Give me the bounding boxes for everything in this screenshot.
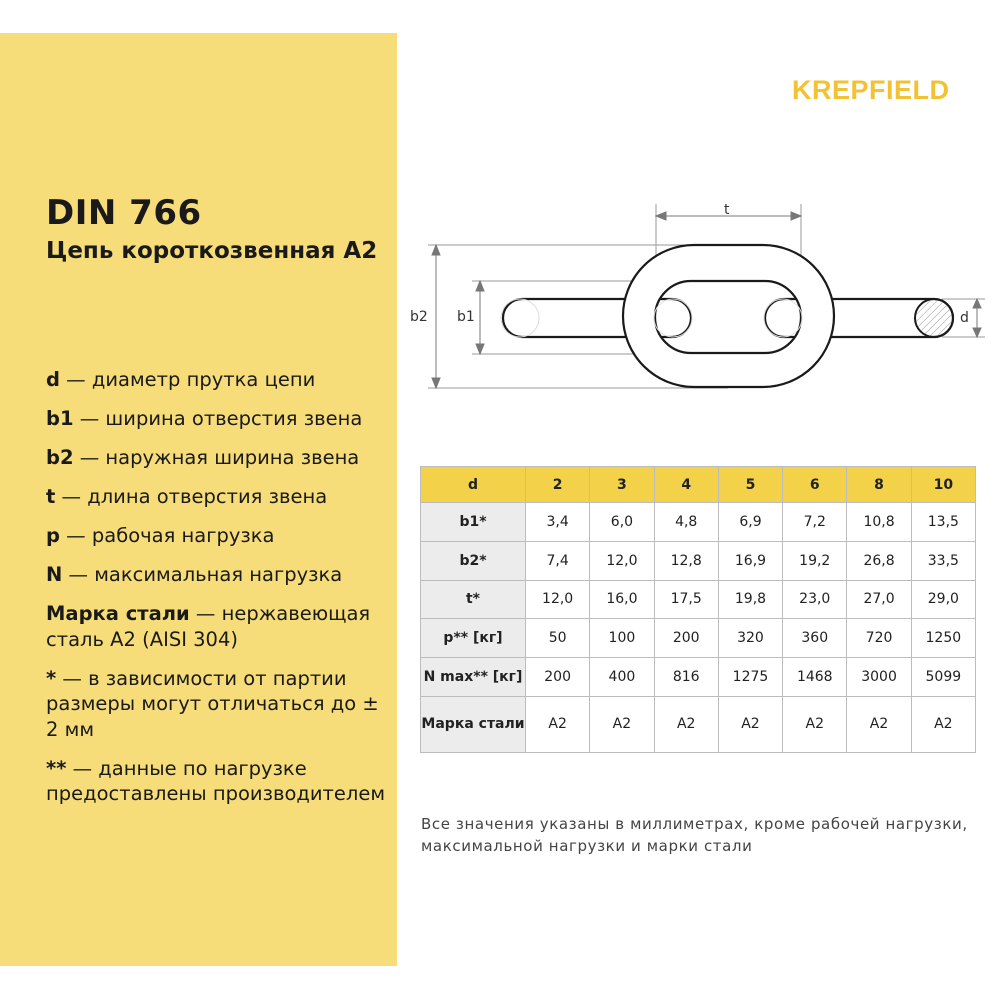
table-cell: 4,8	[654, 503, 718, 542]
table-cell: 29,0	[911, 580, 975, 619]
table-cell: 27,0	[847, 580, 911, 619]
table-cell: А2	[590, 696, 654, 752]
definition-term: Марка стали	[46, 602, 190, 625]
side-link-left	[503, 299, 691, 337]
table-cell: А2	[718, 696, 782, 752]
table-cell: А2	[911, 696, 975, 752]
header-label: d	[421, 467, 526, 503]
definition-text: — в зависимости от партии размеры могут отличаться до ± 2 мм	[46, 666, 379, 741]
header-cell: 2	[526, 467, 590, 503]
definition-item	[46, 562, 391, 588]
definition-text: — ширина отверстия звена	[73, 407, 363, 430]
row-label: t*	[421, 580, 526, 619]
table-cell: 12,0	[590, 541, 654, 580]
row-label: N max** [кг]	[421, 658, 526, 697]
table-row	[421, 503, 976, 542]
table-cell: 200	[526, 658, 590, 697]
table-cell: 50	[526, 619, 590, 658]
table-cell: 1250	[911, 619, 975, 658]
definition-term: b1	[46, 407, 74, 430]
table-cell: 720	[847, 619, 911, 658]
table-row	[421, 580, 976, 619]
label-b1: b1	[457, 309, 475, 325]
definition-item	[46, 367, 391, 393]
table-cell: 12,0	[526, 580, 590, 619]
table-cell: А2	[526, 696, 590, 752]
definition-term: t	[46, 485, 56, 508]
definition-term: **	[46, 756, 67, 780]
specs-table	[420, 466, 976, 753]
definition-term: d	[46, 368, 60, 391]
table-row	[421, 619, 976, 658]
table-cell: 16,9	[718, 541, 782, 580]
definition-text: — наружная ширина звена	[73, 446, 360, 469]
table-cell: А2	[847, 696, 911, 752]
table-row	[421, 541, 976, 580]
table-cell: 12,8	[654, 541, 718, 580]
table-cell: 19,8	[718, 580, 782, 619]
row-label: p** [кг]	[421, 619, 526, 658]
table-cell: 7,2	[783, 503, 847, 542]
table-cell: 7,4	[526, 541, 590, 580]
table-header-row	[421, 467, 976, 503]
definition-item	[46, 406, 391, 432]
table-cell: 16,0	[590, 580, 654, 619]
table-cell: 1275	[718, 658, 782, 697]
table-cell: 100	[590, 619, 654, 658]
definition-term: N	[46, 563, 63, 586]
chain-diagram	[405, 195, 985, 395]
table-cell: 6,9	[718, 503, 782, 542]
header-cell: 6	[783, 467, 847, 503]
wire-section	[915, 299, 953, 337]
table-cell: 33,5	[911, 541, 975, 580]
table-cell: 26,8	[847, 541, 911, 580]
definition-term: b2	[46, 446, 74, 469]
table-cell: 400	[590, 658, 654, 697]
header-cell: 10	[911, 467, 975, 503]
row-label: Марка стали	[421, 696, 526, 752]
header-cell: 3	[590, 467, 654, 503]
definition-text: — максимальная нагрузка	[62, 563, 343, 586]
table-cell: 1468	[783, 658, 847, 697]
table-cell: 6,0	[590, 503, 654, 542]
definition-item	[46, 756, 391, 807]
page-title: DIN 766	[46, 193, 202, 233]
table-cell: 23,0	[783, 580, 847, 619]
definition-term: *	[46, 666, 57, 690]
table-cell: 3,4	[526, 503, 590, 542]
table-cell: 5099	[911, 658, 975, 697]
definition-item	[46, 484, 391, 510]
header-cell: 8	[847, 467, 911, 503]
definition-term: p	[46, 524, 60, 547]
definition-item	[46, 445, 391, 471]
definition-item	[46, 666, 391, 743]
brand-logo: KREPFIELD	[792, 75, 950, 105]
table-cell: 17,5	[654, 580, 718, 619]
definition-text: — рабочая нагрузка	[59, 524, 275, 547]
header-cell: 4	[654, 467, 718, 503]
table-cell: 13,5	[911, 503, 975, 542]
header-cell: 5	[718, 467, 782, 503]
label-t: t	[724, 202, 730, 218]
definition-item	[46, 601, 391, 652]
label-b2: b2	[410, 309, 428, 325]
page-subtitle: Цепь короткозвенная А2	[46, 238, 378, 264]
table-cell: 200	[654, 619, 718, 658]
row-label: b2*	[421, 541, 526, 580]
label-d: d	[960, 310, 969, 326]
table-row	[421, 658, 976, 697]
table-row	[421, 696, 976, 752]
table-cell: 360	[783, 619, 847, 658]
table-cell: 816	[654, 658, 718, 697]
definition-item	[46, 523, 391, 549]
table-cell: А2	[783, 696, 847, 752]
table-cell: 10,8	[847, 503, 911, 542]
definitions-list	[46, 367, 391, 820]
table-cell: 3000	[847, 658, 911, 697]
definition-text: — нержавеющая сталь А2 (AISI 304)	[46, 602, 371, 651]
units-note: Все значения указаны в миллиметрах, кроме рабочей нагрузки, максимальной нагрузки и марки стали	[421, 815, 968, 855]
definition-text: — диаметр прутка цепи	[59, 368, 316, 391]
table-cell: 19,2	[783, 541, 847, 580]
table-cell: 320	[718, 619, 782, 658]
definition-text: — данные по нагрузке предоставлены производителем	[46, 756, 386, 805]
table-cell: А2	[654, 696, 718, 752]
row-label: b1*	[421, 503, 526, 542]
definition-text: — длина отверстия звена	[55, 485, 328, 508]
